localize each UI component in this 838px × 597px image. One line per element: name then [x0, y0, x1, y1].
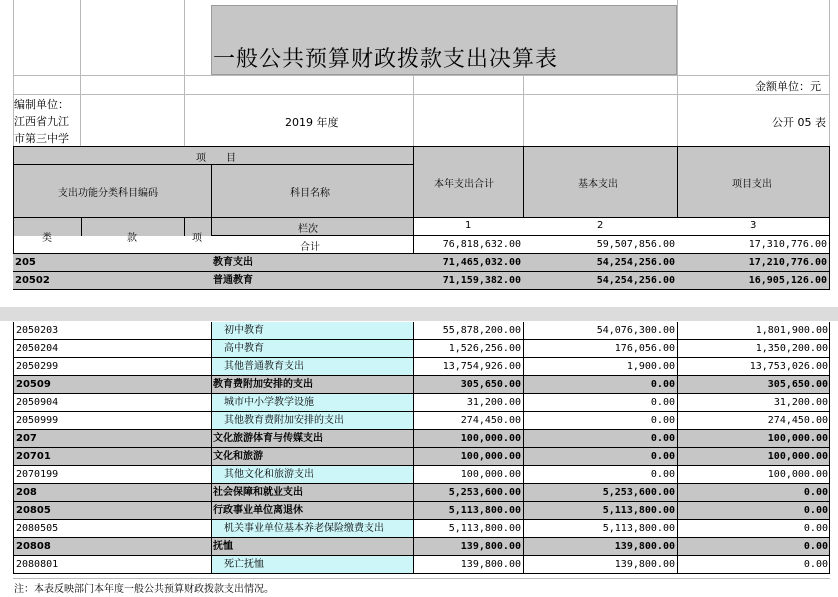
cell-code: 2080801 — [13, 556, 211, 573]
cell-basic: 54,076,300.00 — [523, 322, 677, 339]
form-number: 公开 05 表 — [772, 116, 826, 129]
header-line — [13, 217, 413, 218]
header-func-code: 支出功能分类科目编码 — [58, 188, 158, 199]
cell-total: 13,754,926.00 — [413, 358, 523, 375]
header-kuan: 款 — [127, 233, 137, 244]
table-row — [13, 502, 830, 520]
row-right-border — [829, 394, 830, 412]
cell-basic: 0.00 — [523, 394, 677, 411]
row-name: 普通教育 — [213, 275, 253, 286]
cell-code: 2080505 — [13, 520, 211, 537]
cell-project: 100,000.00 — [677, 430, 830, 447]
header-subject-name: 科目名称 — [290, 188, 330, 199]
cell-total: 5,253,600.00 — [413, 484, 523, 501]
cell-name: 死亡抚恤 — [211, 556, 413, 573]
year-label: 2019 年度 — [285, 116, 339, 129]
data-table — [13, 322, 830, 574]
table-row — [13, 556, 830, 574]
cell-total: 5,113,800.00 — [413, 502, 523, 519]
org-label: 编制单位： — [14, 98, 69, 111]
table-row — [13, 538, 830, 556]
cell-basic: 0.00 — [523, 376, 677, 393]
cell-total: 1,526,256.00 — [413, 340, 523, 357]
row-right-border — [829, 520, 830, 538]
row-code: 20502 — [15, 275, 50, 286]
total-project: 17,310,776.00 — [748, 239, 827, 250]
cell-basic: 139,800.00 — [523, 556, 677, 573]
cell-basic: 5,113,800.00 — [523, 502, 677, 519]
cell-total: 139,800.00 — [413, 538, 523, 555]
cell-project: 100,000.00 — [677, 448, 830, 465]
grid-line — [413, 75, 414, 146]
cell-basic: 176,056.00 — [523, 340, 677, 357]
cell-total: 100,000.00 — [413, 466, 523, 483]
org-name-line2: 市第三中学 — [14, 132, 69, 145]
header-total: 本年支出合计 — [434, 179, 494, 190]
cell-project: 0.00 — [677, 502, 830, 519]
cell-code: 20701 — [13, 448, 211, 465]
row-total: 71,159,382.00 — [442, 275, 521, 286]
cell-project: 0.00 — [677, 538, 830, 555]
table-row — [13, 394, 830, 412]
row-project: 16,905,126.00 — [748, 275, 827, 286]
cell-total: 31,200.00 — [413, 394, 523, 411]
cell-code: 2050203 — [13, 322, 211, 339]
row-right-border — [829, 502, 830, 520]
table-row — [13, 484, 830, 502]
org-name-line1: 江西省九江 — [14, 115, 69, 128]
cell-project: 0.00 — [677, 484, 830, 501]
header-line — [211, 164, 212, 236]
pane-splitter[interactable] — [0, 307, 838, 321]
header-lei: 类 — [42, 233, 52, 244]
total-label: 合计 — [300, 242, 320, 253]
row-name: 教育支出 — [213, 257, 253, 268]
row-right-border — [829, 430, 830, 448]
cell-code: 208 — [13, 484, 211, 501]
cell-name: 文化旅游体育与传媒支出 — [211, 430, 413, 447]
cell-project: 100,000.00 — [677, 466, 830, 483]
grid-line — [13, 94, 829, 95]
cell-total: 100,000.00 — [413, 430, 523, 447]
report-title: 一般公共预算财政拨款支出决算表 — [213, 47, 559, 72]
cell-total: 100,000.00 — [413, 448, 523, 465]
cell-code: 20509 — [13, 376, 211, 393]
table-row — [13, 430, 830, 448]
grid-line — [13, 578, 830, 579]
row-right-border — [829, 358, 830, 376]
cell-total: 55,878,200.00 — [413, 322, 523, 339]
table-row — [13, 520, 830, 538]
table-row — [13, 412, 830, 430]
table-row — [13, 376, 830, 394]
table-row — [13, 448, 830, 466]
row-right-border — [829, 376, 830, 394]
cell-code: 20805 — [13, 502, 211, 519]
row-total: 71,465,032.00 — [442, 257, 521, 268]
grid-line — [184, 0, 185, 146]
cell-name: 其他文化和旅游支出 — [211, 466, 413, 483]
cell-name: 高中教育 — [211, 340, 413, 357]
row-code: 205 — [15, 257, 36, 268]
cell-project: 0.00 — [677, 520, 830, 537]
cell-code: 20808 — [13, 538, 211, 555]
header-xiang: 项 — [192, 233, 202, 244]
cell-project: 1,801,900.00 — [677, 322, 830, 339]
cell-name: 抚恤 — [211, 538, 413, 555]
table-row — [13, 466, 830, 484]
cell-total: 305,650.00 — [413, 376, 523, 393]
cell-code: 2050999 — [13, 412, 211, 429]
row-right-border — [829, 412, 830, 430]
colnum-bg — [414, 218, 829, 235]
row-right-border — [829, 322, 830, 340]
cell-code: 2070199 — [13, 466, 211, 483]
header-project: 项目支出 — [732, 179, 772, 190]
cell-project: 31,200.00 — [677, 394, 830, 411]
cell-name: 其他普通教育支出 — [211, 358, 413, 375]
cell-code: 207 — [13, 430, 211, 447]
row-right-border — [829, 538, 830, 556]
total-basic: 59,507,856.00 — [596, 239, 675, 250]
cell-total: 139,800.00 — [413, 556, 523, 573]
cell-basic: 5,113,800.00 — [523, 520, 677, 537]
cell-project: 274,450.00 — [677, 412, 830, 429]
col-number-3: 3 — [750, 220, 757, 231]
header-lanci: 栏次 — [298, 224, 318, 235]
row-right-border — [829, 484, 830, 502]
row-basic: 54,254,256.00 — [596, 275, 675, 286]
col-number-2: 2 — [597, 220, 604, 231]
row-right-border — [829, 448, 830, 466]
cell-basic: 0.00 — [523, 412, 677, 429]
cell-basic: 1,900.00 — [523, 358, 677, 375]
col-number-1: 1 — [465, 220, 472, 231]
footnote: 注：本表反映部门本年度一般公共预算财政拨款支出情况。 — [14, 584, 274, 595]
table-row — [13, 358, 830, 376]
grid-line — [523, 75, 524, 146]
cell-basic: 0.00 — [523, 430, 677, 447]
cell-project: 305,650.00 — [677, 376, 830, 393]
table-row — [13, 322, 830, 340]
table-row — [13, 340, 830, 358]
cell-name: 初中教育 — [211, 322, 413, 339]
cell-basic: 5,253,600.00 — [523, 484, 677, 501]
cell-name: 其他教育费附加安排的支出 — [211, 412, 413, 429]
row-right-border — [829, 340, 830, 358]
header-line — [184, 217, 185, 236]
header-line — [81, 217, 82, 236]
cell-project: 1,350,200.00 — [677, 340, 830, 357]
cell-name: 行政事业单位离退休 — [211, 502, 413, 519]
grid-line — [677, 0, 678, 146]
grid-line — [80, 0, 81, 146]
header-basic: 基本支出 — [578, 179, 618, 190]
header-line — [13, 164, 413, 165]
cell-basic: 0.00 — [523, 466, 677, 483]
cell-name: 城市中小学教学设施 — [211, 394, 413, 411]
unit-label: 金额单位：元 — [755, 80, 821, 93]
row-basic: 54,254,256.00 — [596, 257, 675, 268]
cell-name: 机关事业单位基本养老保险缴费支出 — [211, 520, 413, 537]
cell-project: 13,753,026.00 — [677, 358, 830, 375]
cell-code: 2050204 — [13, 340, 211, 357]
cell-code: 2050299 — [13, 358, 211, 375]
cell-name: 教育费附加安排的支出 — [211, 376, 413, 393]
cell-total: 5,113,800.00 — [413, 520, 523, 537]
grid-line — [829, 0, 830, 146]
cell-total: 274,450.00 — [413, 412, 523, 429]
row-right-border — [829, 466, 830, 484]
cell-name: 社会保障和就业支出 — [211, 484, 413, 501]
cell-name: 文化和旅游 — [211, 448, 413, 465]
row-right-border — [829, 556, 830, 574]
cell-basic: 0.00 — [523, 448, 677, 465]
total-sum: 76,818,632.00 — [442, 239, 521, 250]
cell-project: 0.00 — [677, 556, 830, 573]
header-item: 项 目 — [196, 153, 236, 164]
row-project: 17,210,776.00 — [748, 257, 827, 268]
cell-basic: 139,800.00 — [523, 538, 677, 555]
cell-code: 2050904 — [13, 394, 211, 411]
grid-line — [13, 75, 829, 76]
